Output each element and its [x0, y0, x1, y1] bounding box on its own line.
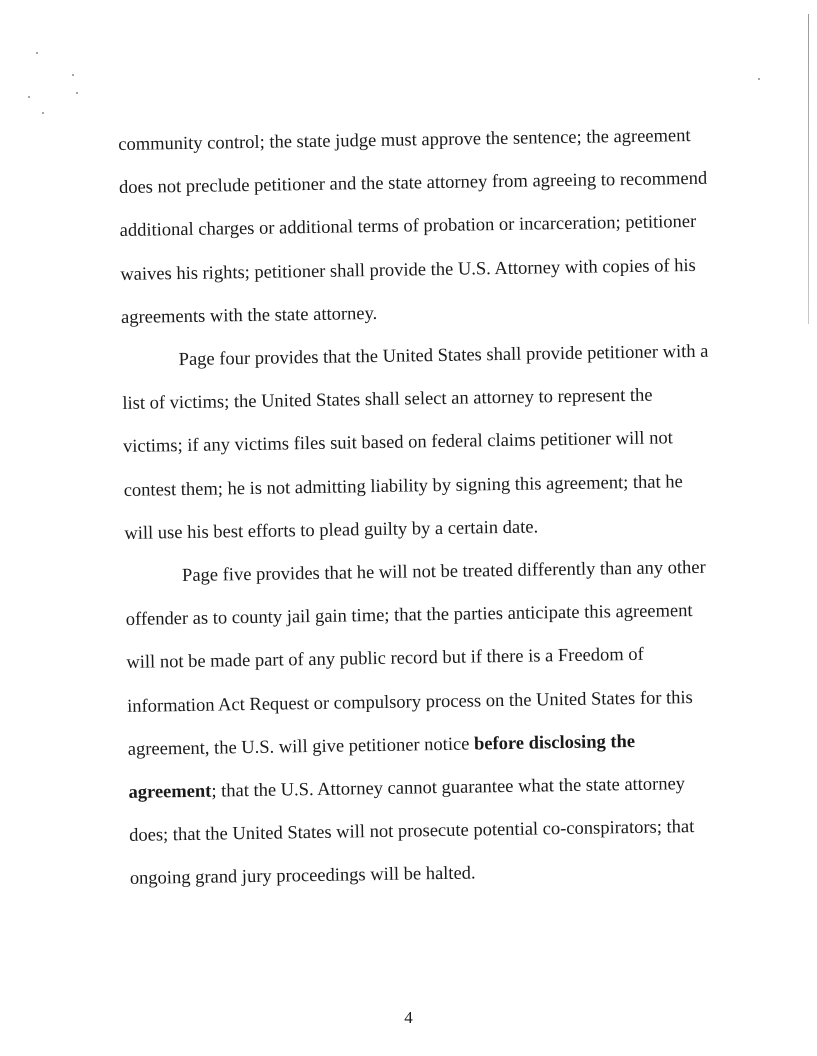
scan-speck — [758, 78, 760, 80]
scan-speck — [42, 112, 44, 114]
scan-speck — [36, 52, 38, 54]
scan-edge-line — [808, 14, 809, 324]
paragraph-3-text-end: ; that the U.S. Attorney cannot guarantee what the state attorney does; that the United States will not prosecute potential co-conspirators; that ongoing grand jury proceedings will be halted. — [129, 774, 695, 890]
paragraph-3-bold-phrase: before disclosing the agreement — [128, 731, 636, 803]
paragraph-2: Page four provides that the United States shall provide petitioner with a list of victims; the United States shall select an attorney to represent the victims; if any victims files suit based on federal claims petitioner will not contest them; he is not admitting liability by signing this agreement; that he will use his best efforts to plead guilty by a certain date. — [122, 341, 709, 544]
paragraph-1: community control; the state judge must approve the sentence; the agreement does not preclude petitioner and the state attorney from agreeing to recommend additional charges or additional terms of probation or incarceration; petitioner waives his rights; petitioner shall provide the U.S. Attorney with copies of his agreements with the state attorney. — [118, 126, 708, 328]
page-number: 4 — [404, 1008, 413, 1027]
paragraph-3-text-start: Page five provides that he will not be treated differently than any other offender as to county jail gain time; that the parties anticipate this agreement will not be made part of any public record but if there is a Freedom of information Act Request or compulsory process on the United States for this agreement, the U.S. will give petitioner notice — [125, 557, 706, 760]
scan-speck — [76, 92, 78, 94]
scan-speck — [28, 96, 30, 98]
paragraph-3 — [125, 547, 720, 902]
document-body — [118, 115, 720, 902]
scan-speck — [72, 74, 74, 76]
